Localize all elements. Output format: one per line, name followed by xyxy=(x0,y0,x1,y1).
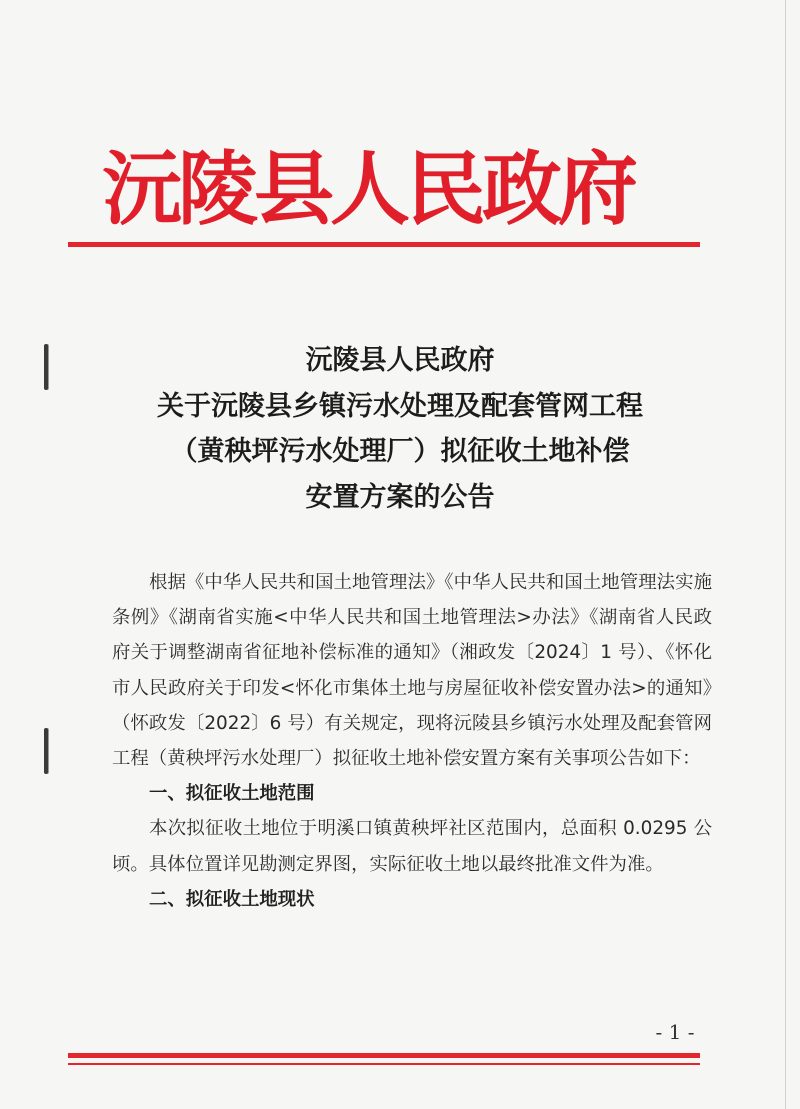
footer-red-rule-thin xyxy=(68,1063,700,1065)
section-1-paragraph: 本次拟征收土地位于明溪口镇黄秧坪社区范围内，总面积 0.0295 公顷。具体位置详见勘测定界图，实际征收土地以最终批准文件为准。 xyxy=(112,818,712,875)
page-number: - 1 - xyxy=(655,1020,695,1044)
title-line-1: 沅陵县人民政府 xyxy=(305,345,495,376)
header-red-rule xyxy=(68,242,700,247)
document-body xyxy=(112,565,712,917)
staple-bottom xyxy=(44,728,48,774)
section-1-heading: 一、拟征收土地范围 xyxy=(149,783,315,805)
intro-paragraph: 根据《中华人民共和国土地管理法》《中华人民共和国土地管理法实施条例》《湖南省实施<中华人民共和国土地管理法>办法》《湖南省人民政府关于调整湖南省征地补偿标准的通知》（湘政发〔2024〕1 号）、《怀化市人民政府关于印发<怀化市集体土地与房屋征收补偿安置办法>的通知》（怀政发〔2022〕6 号）有关规定，现将沅陵县乡镇污水处理及配套管网工程（黄秧坪污水处理厂）拟征收土地补偿安置方案有关事项公告如下： xyxy=(112,572,712,770)
title-line-2: 关于沅陵县乡镇污水处理及配套管网工程 xyxy=(157,390,643,422)
footer-red-rule-thick xyxy=(68,1053,700,1058)
issuer-header: 沅陵县人民政府 xyxy=(102,143,634,236)
title-line-3: （黄秧坪污水处理厂）拟征收土地补偿 xyxy=(170,436,630,467)
staple-top xyxy=(44,344,48,390)
title-line-4: 安置方案的公告 xyxy=(305,481,495,513)
document-title xyxy=(100,338,700,520)
section-2-heading: 二、拟征收土地现状 xyxy=(149,888,315,910)
